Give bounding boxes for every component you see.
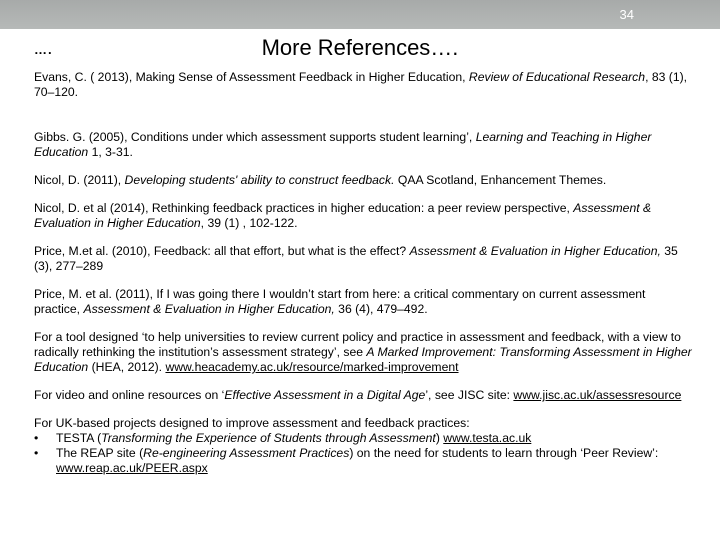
heacademy-link[interactable]: www.heacademy.ac.uk/resource/marked-improvement <box>165 360 459 374</box>
testa-link[interactable]: www.testa.ac.uk <box>443 431 532 445</box>
list-item-testa: • TESTA (Transforming the Experience of Students through Assessment) www.testa.ac.uk <box>34 431 532 445</box>
bullet: • <box>34 446 39 460</box>
tool-paragraph: For a tool designed ‘to help universities to review current policy and practice in assessment and feedback, with a view to radically rethinking the institution’s assessment strategy’, see A Marked Improvement: Transforming Assessment in Higher Education (HEA, 2012). www.heacademy.ac.uk/resource/marked-improvement <box>34 330 692 374</box>
bullet: • <box>34 431 39 445</box>
reap-link[interactable]: www.reap.ac.uk/PEER.aspx <box>56 461 208 475</box>
page-title: More References…. <box>261 35 459 60</box>
reference-price-2010: Price, M.et al. (2010), Feedback: all that effort, but what is the effect? Assessment & Evaluation in Higher Education, 35 (3), 277–289 <box>34 244 678 273</box>
leading-ellipsis: …. <box>34 42 53 57</box>
list-item-reap: • The REAP site (Re-engineering Assessment Practices) on the need for students to learn through ‘Peer Review’: www.reap.ac.uk/PEER.aspx <box>34 446 659 475</box>
reference-price-2011: Price, M. et al. (2011), If I was going there I wouldn’t start from here: a critical commentary on current assessment practice, Assessment & Evaluation in Higher Education, 36 (4), 479–492. <box>34 287 646 316</box>
reference-evans: Evans, C. ( 2013), Making Sense of Assessment Feedback in Higher Education, Review of Educational Research, 83 (1), 70–120. <box>34 70 688 99</box>
jisc-link[interactable]: www.jisc.ac.uk/assessresource <box>513 388 682 402</box>
reference-nicol-2014: Nicol, D. et al (2014), Rethinking feedback practices in higher education: a peer review perspective, Assessment & Evaluation in Higher Education, 39 (1) , 102-122. <box>34 201 652 230</box>
uk-projects-intro: For UK-based projects designed to improve assessment and feedback practices: <box>34 416 470 430</box>
reference-gibbs: Gibbs. G. (2005), Conditions under which assessment supports student learning’, Learning and Teaching in Higher Education 1, 3-31. <box>34 130 652 159</box>
references-list <box>34 70 694 476</box>
slide-number: 34 <box>619 7 634 22</box>
header-bar <box>0 0 720 29</box>
reference-nicol-2011: Nicol, D. (2011), Developing students' ability to construct feedback. QAA Scotland, Enhancement Themes. <box>34 173 607 187</box>
video-paragraph: For video and online resources on ‘Effective Assessment in a Digital Age’, see JISC site: www.jisc.ac.uk/assessresource <box>34 388 682 402</box>
